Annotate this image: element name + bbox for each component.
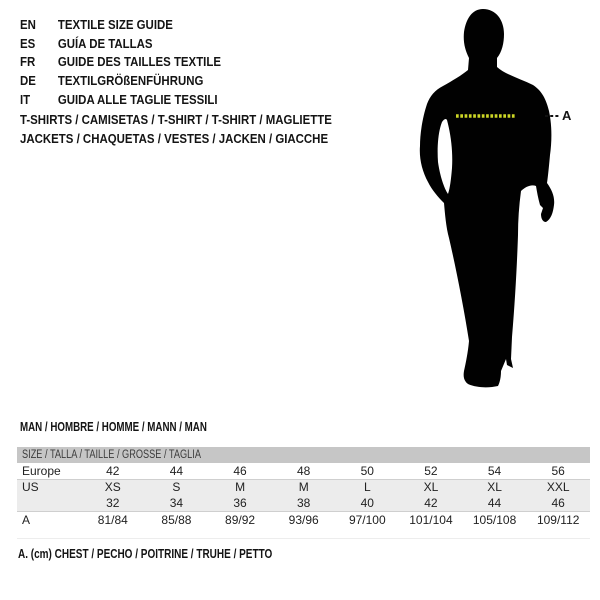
language-code: IT xyxy=(20,91,31,107)
table-row-us xyxy=(17,479,590,495)
footnote-text: A. (cm) CHEST / PECHO / POITRINE / TRUHE / PETTO xyxy=(18,547,273,561)
section-title-text: MAN / HOMBRE / HOMME / MANN / MAN xyxy=(20,420,207,434)
size-table-header-text: SIZE / TALLA / TAILLE / GRÖSSE / TAGLIA xyxy=(22,449,201,461)
size-cell: 81/84 xyxy=(97,513,128,527)
measurement-a-label: A xyxy=(562,108,572,123)
size-cell: 44 xyxy=(169,464,184,478)
row-label: Europe xyxy=(22,464,61,478)
size-cell: 46 xyxy=(233,464,247,478)
footnote-chest xyxy=(18,547,336,561)
size-cell: 34 xyxy=(169,496,184,510)
language-row-fr xyxy=(20,53,221,72)
size-cell: XS xyxy=(104,480,121,494)
language-label: GUÍA DE TALLAS xyxy=(57,35,153,51)
table-row-us-numeric xyxy=(17,495,590,511)
size-cell: 54 xyxy=(487,464,502,478)
man-silhouette xyxy=(405,5,590,390)
size-cell: 101/104 xyxy=(409,513,453,527)
category-list xyxy=(20,111,374,149)
size-cell: 48 xyxy=(297,464,311,478)
language-row-de xyxy=(20,72,221,91)
size-table-header xyxy=(17,447,590,463)
size-cell: L xyxy=(363,480,371,494)
language-row-en xyxy=(20,16,221,35)
section-title-man xyxy=(20,420,260,434)
category-tshirts xyxy=(20,111,374,130)
size-cell: 40 xyxy=(360,496,374,510)
language-label: GUIDA ALLE TAGLIE TESSILI xyxy=(57,91,218,107)
size-cell: 109/112 xyxy=(536,513,580,527)
size-cell: 89/92 xyxy=(225,513,256,527)
size-cell: 50 xyxy=(360,464,374,478)
size-cell: M xyxy=(298,480,309,494)
row-label: US xyxy=(22,480,39,494)
size-cell: 105/108 xyxy=(472,513,517,527)
language-row-it xyxy=(20,91,221,110)
language-list xyxy=(20,16,248,109)
size-cell: M xyxy=(235,480,246,494)
size-cell: 42 xyxy=(106,464,120,478)
size-cell: 42 xyxy=(424,496,438,510)
size-table xyxy=(17,447,590,529)
language-label: TEXTILE SIZE GUIDE xyxy=(57,17,173,32)
category-jackets-text: JACKETS / CHAQUETAS / VESTES / JACKEN / GIACCHE xyxy=(20,130,329,146)
size-cell: 52 xyxy=(424,464,438,478)
size-cell: XXL xyxy=(546,480,570,494)
category-tshirts-text: T-SHIRTS / CAMISETAS / T-SHIRT / T-SHIRT / MAGLIETTE xyxy=(20,112,332,127)
size-cell: 56 xyxy=(551,464,565,478)
table-row-europe xyxy=(17,463,590,479)
size-cell: 46 xyxy=(551,496,565,510)
size-cell: 93/96 xyxy=(288,513,319,527)
row-label xyxy=(17,495,81,511)
language-code: EN xyxy=(20,17,36,32)
size-cell: XL xyxy=(487,480,502,494)
size-cell: 97/100 xyxy=(348,513,386,527)
size-cell: S xyxy=(172,480,181,494)
size-cell: 85/88 xyxy=(161,513,192,527)
size-cell: 32 xyxy=(106,496,120,510)
table-bottom-rule xyxy=(17,538,590,539)
size-cell: XL xyxy=(423,480,439,494)
language-code: FR xyxy=(20,54,36,70)
language-row-es xyxy=(20,35,221,54)
size-cell: 44 xyxy=(487,496,502,510)
language-label: GUIDE DES TAILLES TEXTILE xyxy=(57,54,221,70)
size-cell: 38 xyxy=(297,496,311,510)
row-label: A xyxy=(22,513,31,527)
language-label: TEXTILGRÖßENFÜHRUNG xyxy=(57,73,204,89)
category-jackets xyxy=(20,130,374,149)
table-row-chest xyxy=(17,511,590,529)
language-code: ES xyxy=(20,35,36,51)
size-cell: 36 xyxy=(233,496,247,510)
language-code: DE xyxy=(20,73,36,89)
